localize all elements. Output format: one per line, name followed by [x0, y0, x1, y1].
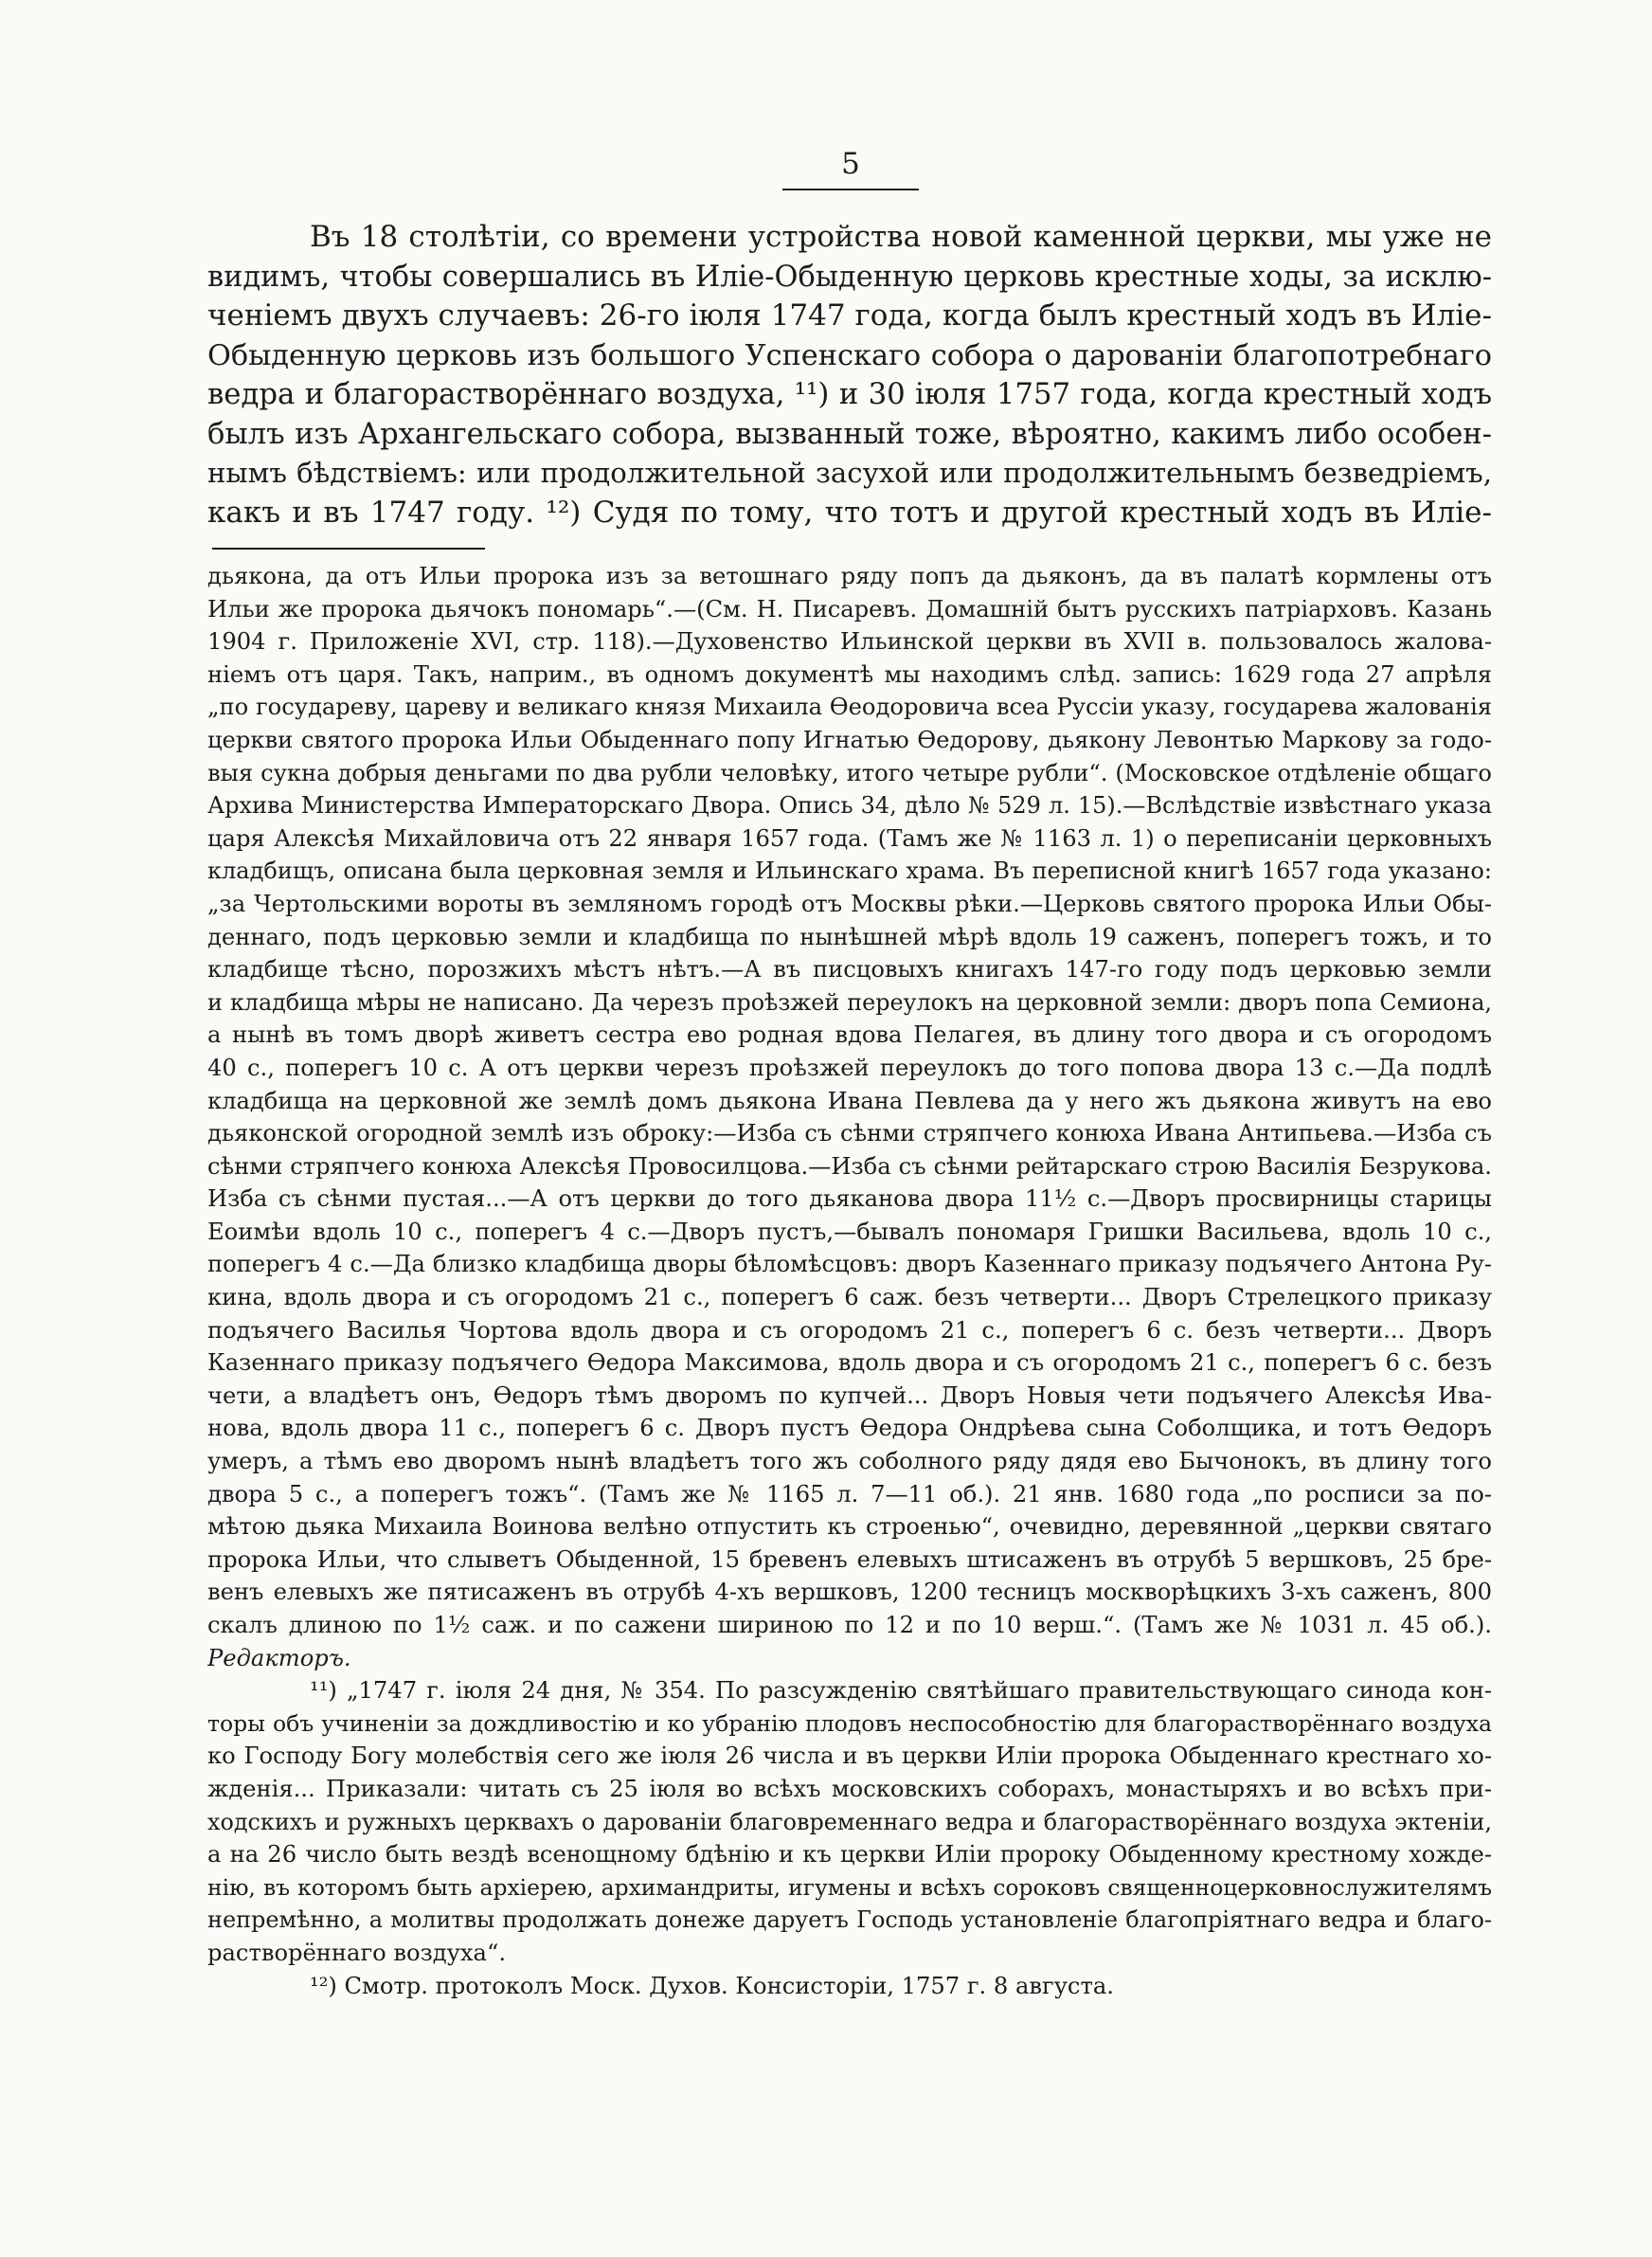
- footnote-line: церкви святого пророка Ильи Обыденнаго попу Игнатью Ѳедорову, дьякону Левонтью Маркову за годо-: [207, 726, 1492, 753]
- footnote-line: „за Чертольскими вороты въ земляномъ городѣ отъ Москвы рѣки.—Церковь святого пророка Ильи Обы-: [207, 890, 1492, 917]
- footnote-line: кладбищъ, описана была церковная земля и Ильинскаго храма. Въ переписной книгѣ 1657 года указано:: [207, 858, 1492, 885]
- footnote-line: умеръ, а тѣмъ ево дворомъ нынѣ владѣетъ того жъ соболного ряду дядя ево Бычонокъ, въ длину того: [207, 1448, 1492, 1475]
- editor-signature: Редакторъ.: [207, 1644, 351, 1671]
- footnote-line: 40 с., поперегъ 10 с. А отъ церкви черезъ проѣзжей переулокъ до того попова двора 13 с.—Да подлѣ: [207, 1054, 1492, 1081]
- footnote-line: чети, а владѣетъ онъ, Ѳедоръ тѣмъ дворомъ по купчей... Дворъ Новыя чети подъячего Алексѣя Ива-: [207, 1381, 1492, 1409]
- footnote-line: царя Алексѣя Михайловича отъ 22 января 1657 года. (Тамъ же № 1163 л. 1) о переписаніи церковныхъ: [207, 824, 1492, 852]
- footnote-line: подъячего Василья Чортова вдоль двора и съ огородомъ 21 с., поперегъ 6 с. безъ четверти... Дворъ: [207, 1316, 1492, 1344]
- footnote-line: нію, въ которомъ быть архіерею, архимандриты, игумены и всѣхъ сороковъ священноцерковнослужителямъ: [207, 1873, 1492, 1901]
- footnote-line: сѣнми стряпчего конюха Алексѣя Провосилцова.—Изба съ сѣнми рейтарскаго строю Василія Безрукова.: [207, 1152, 1492, 1180]
- footnote-line: пророка Ильи, что слыветъ Обыденной, 15 бревенъ елевыхъ штисаженъ въ отрубѣ 5 вершковъ, 25 бре-: [207, 1545, 1492, 1573]
- footnote-line: деннаго, подъ церковью земли и кладбища по нынѣшней мѣрѣ вдоль 19 саженъ, поперегъ тожъ, и то: [207, 923, 1492, 950]
- footnote-line: а на 26 число быть вездѣ всенощному бдѣнію и къ церкви Иліи пророку Обыденному крестному хожде-: [207, 1841, 1492, 1869]
- main-line: нымъ бѣдствіемъ: или продолжительной засухой или продолжительнымъ безведріемъ,: [207, 457, 1492, 489]
- page-number-rule: [782, 189, 919, 190]
- footnote-line: дьякона, да отъ Ильи пророка изъ за ветошнаго ряду попъ да дьяконъ, да въ палатѣ кормлены отъ: [207, 563, 1492, 589]
- main-line: Въ 18 столѣтіи, со времени устройства новой каменной церкви, мы уже не: [310, 220, 1492, 254]
- footnote-line: ходскихъ и ружныхъ церквахъ о дарованіи благовременнаго ведра и благорастворённаго воздуха эктеніи,: [207, 1808, 1492, 1835]
- footnote-continuation: [207, 560, 1492, 1674]
- footnote-12: [207, 1970, 1492, 2003]
- footnote-line: венъ елевыхъ же пятисаженъ въ отрубѣ 4-хъ вершковъ, 1200 тесницъ москворѣцкихъ 3-хъ саженъ, 800: [207, 1579, 1492, 1606]
- footnote-line: двора 5 с., а поперегъ тожъ“. (Тамъ же № 1165 л. 7—11 об.). 21 янв. 1680 года „по росписи за по-: [207, 1480, 1492, 1508]
- footnote-line: мѣтою дьяка Михаила Воинова велѣно отпустить къ строенью“, очевидно, деревянной „церкви святаго: [207, 1513, 1492, 1541]
- footnote-line: ¹²) Смотр. протоколъ Моск. Духов. Консисторіи, 1757 г. 8 августа.: [310, 1972, 1114, 1999]
- footnote-line: поперегъ 4 с.—Да близко кладбища дворы бѣломѣсцовъ: дворъ Казеннаго приказу подъячего Антона Ру-: [207, 1251, 1492, 1278]
- footnote-line: ко Господу Богу молебствія сего же іюля 26 числа и въ церкви Иліи пророка Обыденнаго крестнаго хо-: [207, 1742, 1492, 1770]
- footnote-line: Архива Министерства Императорскаго Двора. Опись 34, дѣло № 529 л. 15).—Вслѣдствіе извѣстнаго указа: [207, 792, 1492, 820]
- page-number: 5: [841, 147, 860, 181]
- main-line: какъ и въ 1747 году. ¹²) Судя по тому, что тотъ и другой крестный ходъ въ Иліе-: [207, 495, 1492, 530]
- footnote-11: [207, 1674, 1492, 1969]
- footnote-line: ¹¹) „1747 г. іюля 24 дня, № 354. По разсужденію святѣйшаго правительствующаго синода кон-: [310, 1677, 1492, 1705]
- footnote-separator: [212, 548, 485, 550]
- main-line: ченіемъ двухъ случаевъ: 26-го іюля 1747 года, когда былъ крестный ходъ въ Иліе-: [207, 298, 1492, 333]
- main-line: ведра и благорастворённаго воздуха, ¹¹) и 30 іюля 1757 года, когда крестный ходъ: [207, 377, 1492, 411]
- footnote-line: торы объ учиненіи за дождливостію и ко убранію плодовъ неспособностію для благорастворённаго воздуха: [207, 1709, 1492, 1737]
- footnote-line: ніемъ отъ царя. Такъ, наприм., въ одномъ документѣ мы находимъ слѣд. запись: 1629 года 27 апрѣля: [207, 660, 1492, 688]
- footnote-line: кладбища на церковной же землѣ домъ дьякона Ивана Певлева да у него жъ дьякона живутъ на ево: [207, 1087, 1492, 1114]
- footnote-line: растворённаго воздуха“.: [207, 1939, 507, 1966]
- main-line: Обыденную церковь изъ большого Успенскаго собора о дарованіи благопотребнаго: [207, 338, 1492, 372]
- footnote-line: Еоимѣи вдоль 10 с., поперегъ 4 с.—Дворъ пустъ,—бывалъ пономаря Гришки Васильева, вдоль 10 с.,: [207, 1218, 1492, 1245]
- footnote-line: кладбище тѣсно, порозжихъ мѣстъ нѣтъ.—А въ писцовыхъ книгахъ 147-го году подъ церковью земли: [207, 956, 1492, 984]
- footnote-line: „по государеву, цареву и великаго князя Михаила Ѳеодоровича всеа Руссіи указу, государева жалованія: [207, 694, 1492, 721]
- footnotes: [207, 560, 1492, 2002]
- footnote-line: 1904 г. Приложеніе XVI, стр. 118).—Духовенство Ильинской церкви въ XVII в. пользовалось жалова-: [207, 628, 1492, 656]
- footnote-line: скалъ длиною по 1½ саж. и по сажени шириною по 12 и по 10 верш.“. (Тамъ же № 1031 л. 45 об.).: [207, 1612, 1492, 1638]
- main-text: [207, 218, 1492, 533]
- footnote-line: Изба съ сѣнми пустая...—А отъ церкви до того дьяканова двора 11½ с.—Дворъ просвирницы старицы: [207, 1185, 1492, 1213]
- footnote-line: Казеннаго приказу подъячего Ѳедора Максимова, вдоль двора и съ огородомъ 21 с., поперегъ 6 с. безъ: [207, 1349, 1492, 1377]
- footnote-line: кина, вдоль двора и съ огородомъ 21 с., поперегъ 6 саж. безъ четверти... Дворъ Стрелецкого приказу: [207, 1284, 1492, 1311]
- footnote-line: а нынѣ въ томъ дворѣ живетъ сестра ево родная вдова Пелагея, въ длину того двора и съ огородомъ: [207, 1021, 1492, 1049]
- footnote-line: жденія... Приказали: читать съ 25 іюля во всѣхъ московскихъ соборахъ, монастыряхъ и во всѣхъ при-: [207, 1775, 1492, 1802]
- footnote-line: нова, вдоль двора 11 с., поперегъ 6 с. Дворъ пустъ Ѳедора Ондрѣева сына Соболщика, и тотъ Ѳедоръ: [207, 1415, 1492, 1442]
- footnote-line: дьяконской огородной землѣ изъ оброку:—Изба съ сѣнми стряпчего конюха Ивана Антипьева.—Изба съ: [207, 1120, 1492, 1147]
- footnote-line: Ильи же пророка дьячокъ пономарь“.—(См. Н. Писаревъ. Домашній бытъ русскихъ патріарховъ. Казань: [207, 595, 1492, 623]
- footnote-line: выя сукна добрыя деньгами по два рубли человѣку, итого четыре рубли“. (Московское отдѣленіе общаго: [207, 759, 1492, 786]
- main-line: былъ изъ Архангельскаго собора, вызванный тоже, вѣроятно, какимъ либо особен-: [207, 417, 1492, 451]
- footnote-line: и кладбища мѣры не написано. Да черезъ проѣзжей переулокъ на церковной земли: дворъ попа Семиона,: [207, 988, 1492, 1016]
- footnote-line: непремѣнно, а молитвы продолжать донеже даруетъ Господь установленіе благопріятнаго ведра и благо-: [207, 1906, 1492, 1934]
- main-line: видимъ, чтобы совершались въ Иліе-Обыденную церковь крестные ходы, за исклю-: [207, 260, 1492, 294]
